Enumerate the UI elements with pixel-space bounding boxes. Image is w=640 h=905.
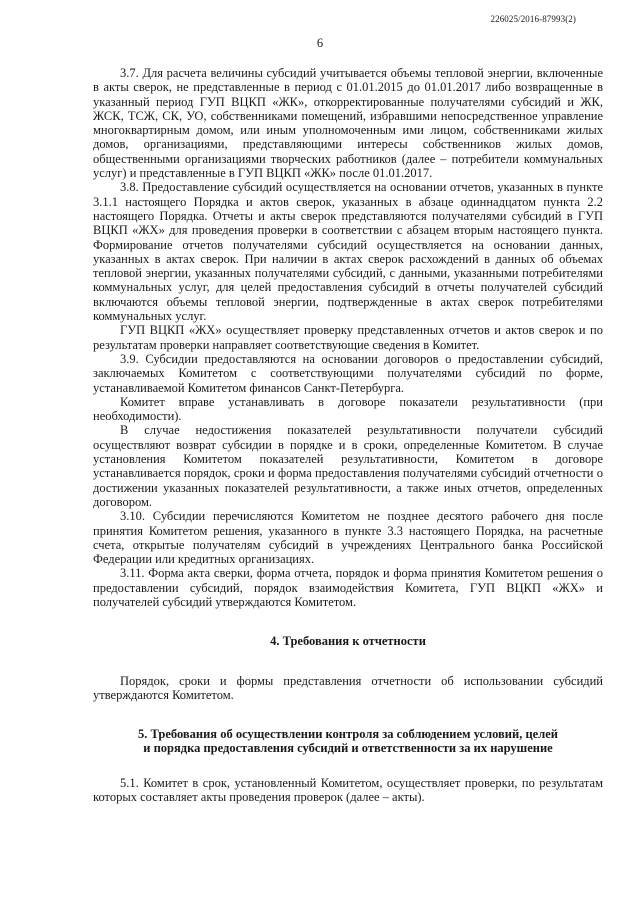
- section-5-heading-line1: 5. Требования об осуществлении контроля за соблюдением условий, целей: [138, 727, 558, 742]
- paragraph-3-9-failure: В случае недостижения показателей результативности получатели субсидий осуществляют возврат субсидии в порядке и в сроки, определенные Комитетом. В случае установления Комитетом показателей результативности, Комитетом в договоре устанавливается порядок, сроки и форма предоставления получателями субсидий отчетности о достижении указанных показателей результативности, а также иных отчетов, определенных договором.: [93, 423, 603, 509]
- paragraph-5-1: 5.1. Комитет в срок, установленный Комитетом, осуществляет проверки, по результатам которых составляет акты проведения проверок (далее – акты).: [93, 775, 603, 805]
- section-4-text: Порядок, сроки и формы представления отчетности об использовании субсидий утверждаются Комитетом.: [93, 673, 603, 702]
- paragraph-3-9: 3.9. Субсидии предоставляются на основании договоров о предоставлении субсидий, заключаемых Комитетом с соответствующими получателями субсидий по форме, устанавливаемой Комитетом финансов Санкт-Петербурга.: [93, 351, 603, 395]
- paragraph-3-11: 3.11. Форма акта сверки, форма отчета, порядок и форма принятия Комитетом решения о предоставлении субсидий, порядок взаимодействия Комитета, ГУП ВЦКП «ЖХ» и получателей субсидий утверждаются Комитетом.: [93, 566, 603, 609]
- section-4-heading: 4. Требования к отчетности: [270, 634, 426, 649]
- document-body: [93, 66, 603, 804]
- section-5-heading-line2: и порядка предоставления субсидий и ответственности за их нарушение: [143, 741, 553, 756]
- paragraph-3-8-check: ГУП ВЦКП «ЖХ» осуществляет проверку представленных отчетов и актов сверок и по результатам проверки направляет соответствующие сведения в Комитет.: [93, 323, 603, 352]
- paragraph-3-10: 3.10. Субсидии перечисляются Комитетом не позднее десятого рабочего дня после принятия Комитетом решения, указанного в пункте 3.3 настоящего Порядка, на расчетные счета, открытые получателям субсидий в учреждениях Центрального банка Российской Федерации или кредитных организациях.: [93, 509, 603, 567]
- paragraph-3-9-indicators: Комитет вправе устанавливать в договоре показатели результативности (при необходимости).: [93, 394, 603, 424]
- paragraph-3-8: 3.8. Предоставление субсидий осуществляется на основании отчетов, указанных в пункте 3.1.1 настоящего Порядка и актов сверок, указанных в абзаце одиннадцатом пункта 2.2 настоящего Порядка. Отчеты и акты сверок представляются получателями субсидий в ГУП ВЦКП «ЖХ» для проведения проверки в соответствии с абзацем вторым настоящего пункта. Формирование отчетов получателями субсидий осуществляется на основании данных, указанных в актах сверок. При наличии в актах сверок расхождений в данных об объемах тепловой энергии, указанных получателями субсидий, с данными, указанными потребителями коммунальных услуг, для целей предоставления субсидий в отчеты получателей субсидий включаются объемы тепловой энергии, подтвержденные в актах сверок потребителями коммунальных услуг.: [93, 180, 603, 324]
- page-number: 6: [316, 36, 324, 50]
- paragraph-3-7: 3.7. Для расчета величины субсидий учитывается объемы тепловой энергии, включенные в акты сверок, не представленные в период с 01.01.2015 до 01.01.2017 либо возвращенные в указанный период ГУП ВЦКП «ЖК», откорректированные получателями субсидий и ЖК, ЖСК, ТСЖ, СК, УО, собственниками помещений, избравшими непосредственное управление многоквартирным домом, или иным уполномоченным ими лицом, собственниками жилых домов, организациями, представляющими интересы собственников жилых домов, общественными организациями творческих работников (далее – потребители коммунальных услуг) и представленные в ГУП ВЦКП «ЖК» после 01.01.2017.: [93, 66, 603, 181]
- document-number: 226025/2016-87993(2): [490, 14, 576, 24]
